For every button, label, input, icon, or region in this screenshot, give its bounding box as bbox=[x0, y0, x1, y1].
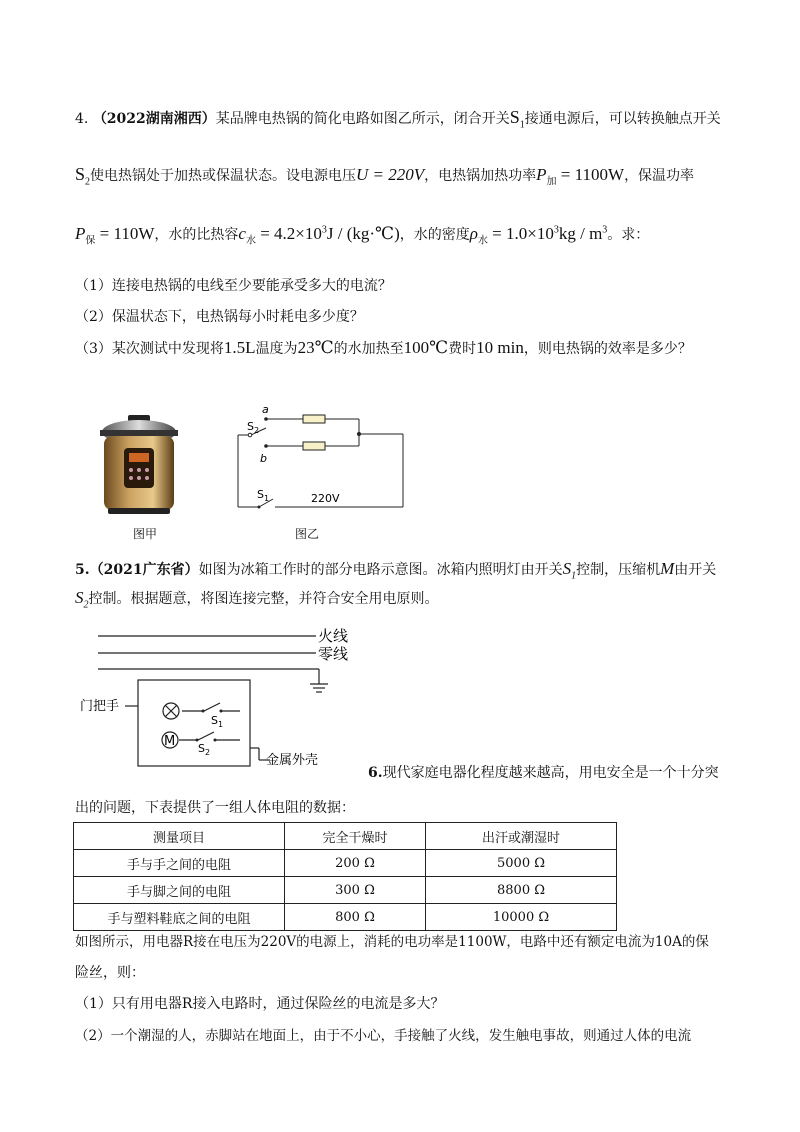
q5-m-symbol: M bbox=[660, 559, 675, 578]
q5-text-1c: 由开关 bbox=[674, 562, 717, 578]
q4-s1-symbol: $S_1$ bbox=[509, 107, 525, 131]
q4-source: （2022湖南湘西） bbox=[92, 111, 216, 127]
table-cell: 手与手之间的电阻 bbox=[74, 850, 285, 877]
q4-text-3b: ，水的密度 bbox=[399, 227, 470, 243]
q4-sub3-text-a: （3）某次测试中发现将 bbox=[75, 341, 224, 357]
q5-text-1b: 控制，压缩机 bbox=[576, 562, 661, 578]
q5-text-1: 如图为冰箱工作时的部分电路示意图。冰箱内照明灯由开关 bbox=[198, 562, 563, 578]
table-cell: 8800 Ω bbox=[426, 877, 617, 904]
q6-sub-2: （2）一个潮湿的人，赤脚站在地面上，由于不小心，手接触了火线，发生触电事故，则通过人体的电流 bbox=[75, 1028, 692, 1044]
neutral-wire-label: 零线 bbox=[318, 645, 349, 663]
table-cell: 800 Ω bbox=[285, 904, 426, 931]
table-header-row bbox=[74, 823, 617, 850]
table-header: 测量项目 bbox=[74, 823, 285, 850]
q6-text-1: 现代家庭电器化程度越来越高，用电安全是一个十分突 bbox=[382, 765, 719, 781]
q4-sub3-text-e: ，则电热锅的效率是多少？ bbox=[523, 341, 692, 357]
q6-after-1: 如图所示，用电器R接在电压为220V的电源上，消耗的电功率是1100W，电路中还有额定电流为10A的保 bbox=[75, 934, 709, 950]
q4-line-1 bbox=[75, 107, 721, 131]
q4-text-3c: 。求： bbox=[607, 227, 650, 243]
q4-sub-2: （2）保温状态下，电热锅每小时耗电多少度？ bbox=[75, 309, 364, 325]
q4-sub-3 bbox=[75, 338, 692, 358]
q4-sub-1: （1）连接电热锅的电线至少要能承受多大的电流？ bbox=[75, 278, 392, 294]
q5-line-1 bbox=[75, 559, 716, 581]
table-cell: 5000 Ω bbox=[426, 850, 617, 877]
table-cell: 手与脚之间的电阻 bbox=[74, 877, 285, 904]
q4-duration: 10 min bbox=[476, 338, 524, 357]
q4-density: $\rho_水 = 1.0\times 10^3kg / m^3$ bbox=[469, 224, 608, 247]
figure-a-caption: 图甲 bbox=[133, 527, 158, 541]
q6-line-2: 出的问题，下表提供了一组人体电阻的数据： bbox=[75, 800, 355, 816]
q4-voltage: U = 220V bbox=[356, 165, 425, 184]
q4-sub3-text-b: 温度为 bbox=[255, 341, 298, 357]
q4-volume: 1.5L bbox=[223, 338, 256, 357]
q6-after-2: 险丝，则： bbox=[75, 965, 145, 981]
q4-end-temp: 100℃ bbox=[403, 338, 449, 357]
table-row bbox=[74, 877, 617, 904]
q4-s2-symbol: $S_2$ bbox=[75, 164, 91, 188]
q5-s2-symbol: $S_2$ bbox=[75, 588, 89, 611]
q4-line-2 bbox=[75, 164, 694, 188]
q4-text-2a: 使电热锅处于加热或保温状态。设电源电压 bbox=[90, 168, 357, 184]
q4-line-3 bbox=[75, 224, 649, 246]
q5-number: 5. bbox=[75, 562, 90, 578]
q6-number: 6. bbox=[368, 765, 383, 781]
door-handle-label: 门把手 bbox=[80, 699, 120, 714]
table-row bbox=[74, 850, 617, 877]
circuit-label-voltage: 220V bbox=[311, 492, 340, 505]
q4-specific-heat: $c_水 = 4.2\times 10^3J$ / (kg·℃) bbox=[238, 224, 400, 247]
q4-text-1: 某品牌电热锅的简化电路如图乙所示，闭合开关 bbox=[215, 111, 510, 127]
table-row bbox=[74, 904, 617, 931]
body-resistance-table bbox=[73, 822, 617, 931]
q6-sub-1: （1）只有用电器R接入电路时，通过保险丝的电流是多大？ bbox=[75, 996, 445, 1012]
q6-line-1 bbox=[368, 762, 719, 782]
q4-text-1-end: 接通电源后，可以转换触点开关 bbox=[524, 111, 721, 127]
table-cell: 200 Ω bbox=[285, 850, 426, 877]
live-wire-label: 火线 bbox=[318, 627, 349, 645]
circuit-label-b: b bbox=[260, 452, 267, 465]
table-cell: 300 Ω bbox=[285, 877, 426, 904]
metal-shell-label: 金属外壳 bbox=[266, 753, 319, 768]
q4-keep-power: $P_保 = 110W$ bbox=[75, 224, 155, 247]
table-cell: 手与塑料鞋底之间的电阻 bbox=[74, 904, 285, 931]
circuit-label-s1: $S_1$ bbox=[257, 488, 270, 503]
figure-b-caption: 图乙 bbox=[295, 527, 320, 541]
fridge-circuit-diagram bbox=[78, 618, 368, 770]
q4-number: 4. bbox=[75, 111, 89, 127]
table-header: 完全干燥时 bbox=[285, 823, 426, 850]
fridge-s1-label: $S_1$ bbox=[211, 714, 224, 729]
rice-cooker-image bbox=[98, 412, 180, 516]
q5-line-2 bbox=[75, 588, 439, 610]
table-cell: 10000 Ω bbox=[426, 904, 617, 931]
q4-heat-power: $P_加 = 1100W$ bbox=[536, 165, 625, 188]
q5-s1-symbol: $S_1$ bbox=[562, 559, 577, 582]
circuit-label-a: a bbox=[262, 403, 269, 416]
q4-text-3a: ，水的比热容 bbox=[154, 227, 239, 243]
q4-sub3-text-d: 费时 bbox=[448, 341, 477, 357]
q5-text-2: 控制。根据题意，将图连接完整，并符合安全用电原则。 bbox=[88, 591, 439, 607]
heater-circuit-diagram bbox=[225, 400, 415, 518]
q5-source: （2021广东省） bbox=[89, 562, 199, 578]
q4-start-temp: 23℃ bbox=[297, 338, 334, 357]
circuit-label-s2: $S_2$ bbox=[247, 420, 260, 435]
q4-text-2c: ，保温功率 bbox=[624, 168, 695, 184]
fridge-s2-label: $S_2$ bbox=[198, 742, 211, 757]
table-header: 出汗或潮湿时 bbox=[426, 823, 617, 850]
q4-text-2b: ，电热锅加热功率 bbox=[424, 168, 537, 184]
q4-sub3-text-c: 的水加热至 bbox=[333, 341, 404, 357]
motor-symbol: M bbox=[164, 734, 176, 749]
